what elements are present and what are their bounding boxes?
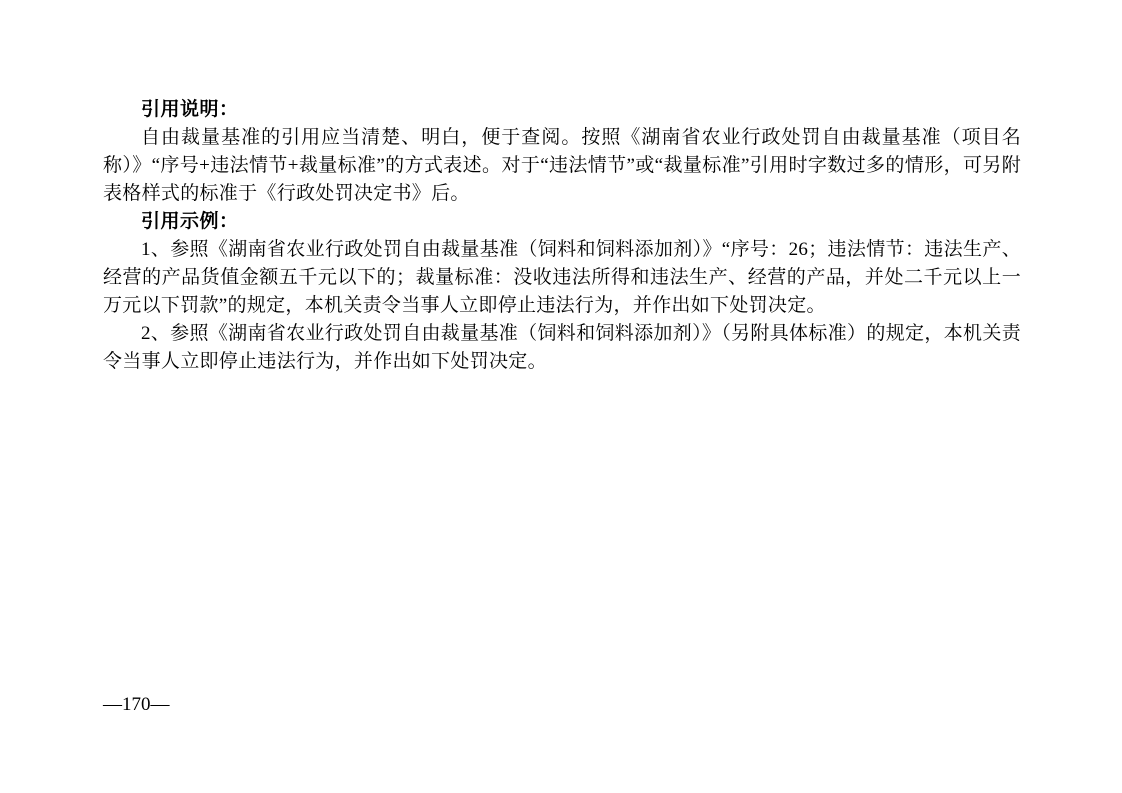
- citation-instructions-paragraph: 自由裁量基准的引用应当清楚、明白，便于查阅。按照《湖南省农业行政处罚自由裁量基准（项目名称）》“序号+违法情节+裁量标准”的方式表述。对于“违法情节”或“裁量标准”引用时字数过多的情形，可另附表格样式的标准于《行政处罚决定书》后。: [103, 127, 1021, 204]
- document-body: [103, 96, 1021, 376]
- citation-example-2: 2、参照《湖南省农业行政处罚自由裁量基准（饲料和饲料添加剂）》（另附具体标准）的规定，本机关责令当事人立即停止违法行为，并作出如下处罚决定。: [103, 323, 1021, 372]
- section-heading-citation-instructions: 引用说明：: [141, 99, 239, 120]
- page-number: —170—: [103, 694, 170, 715]
- section-heading-citation-examples: 引用示例：: [141, 211, 239, 232]
- citation-example-1: 1、参照《湖南省农业行政处罚自由裁量基准（饲料和饲料添加剂）》“序号：26；违法情节：违法生产、经营的产品货值金额五千元以下的；裁量标准：没收违法所得和违法生产、经营的产品，并处二千元以上一万元以下罚款”的规定，本机关责令当事人立即停止违法行为，并作出如下处罚决定。: [103, 239, 1021, 316]
